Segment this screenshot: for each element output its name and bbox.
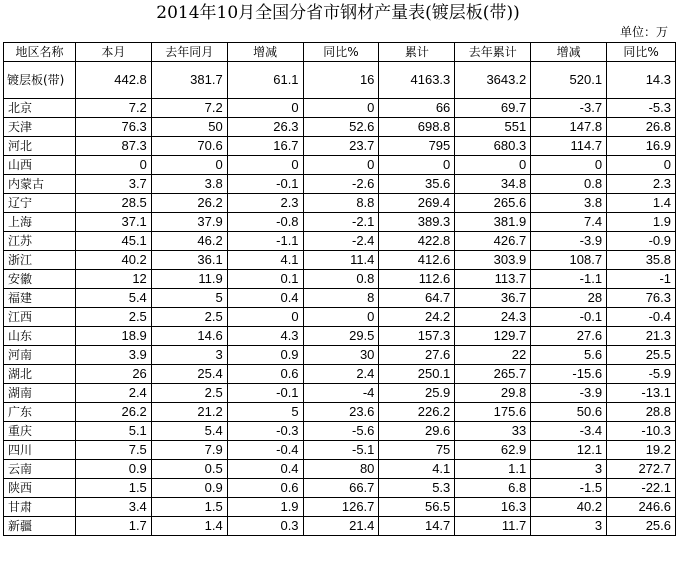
cell-last-year-month: 11.9	[151, 270, 227, 289]
cell-cumulative: 35.6	[379, 175, 455, 194]
cell-month-yoy: 126.7	[303, 498, 379, 517]
cell-region-name: 安徽	[4, 270, 76, 289]
cell-last-year-month: 2.5	[151, 308, 227, 327]
cell-cumulative: 422.8	[379, 232, 455, 251]
cell-last-year-cumulative: 34.8	[455, 175, 531, 194]
cell-cumulative-yoy: 14.3	[607, 62, 676, 99]
cell-month-yoy: 21.4	[303, 517, 379, 536]
cell-last-year-cumulative: 129.7	[455, 327, 531, 346]
cell-last-year-cumulative: 6.8	[455, 479, 531, 498]
cell-last-year-month: 14.6	[151, 327, 227, 346]
cell-month-yoy: -5.1	[303, 441, 379, 460]
cell-this-month: 76.3	[75, 118, 151, 137]
cell-cumulative-yoy: -13.1	[607, 384, 676, 403]
cell-region-name: 广东	[4, 403, 76, 422]
cell-cumulative: 5.3	[379, 479, 455, 498]
cell-cumulative: 698.8	[379, 118, 455, 137]
cell-cumulative-change: -1.1	[531, 270, 607, 289]
cell-cumulative-change: -0.1	[531, 308, 607, 327]
cell-this-month: 3.9	[75, 346, 151, 365]
cell-month-change: 0	[227, 99, 303, 118]
table-row	[4, 403, 676, 422]
cell-cumulative-change: 12.1	[531, 441, 607, 460]
cell-cumulative: 389.3	[379, 213, 455, 232]
cell-month-change: 5	[227, 403, 303, 422]
cell-last-year-month: 25.4	[151, 365, 227, 384]
cell-cumulative-change: 3	[531, 460, 607, 479]
cell-cumulative-change: 27.6	[531, 327, 607, 346]
header-row	[4, 43, 676, 62]
production-table	[3, 42, 676, 536]
cell-region-name: 天津	[4, 118, 76, 137]
cell-month-yoy: 66.7	[303, 479, 379, 498]
cell-this-month: 26.2	[75, 403, 151, 422]
cell-this-month: 28.5	[75, 194, 151, 213]
cell-region-name: 上海	[4, 213, 76, 232]
cell-this-month: 12	[75, 270, 151, 289]
cell-last-year-month: 37.9	[151, 213, 227, 232]
cell-last-year-cumulative: 426.7	[455, 232, 531, 251]
cell-cumulative-yoy: -1	[607, 270, 676, 289]
cell-cumulative-change: -15.6	[531, 365, 607, 384]
cell-this-month: 442.8	[75, 62, 151, 99]
cell-month-yoy: 11.4	[303, 251, 379, 270]
cell-last-year-cumulative: 113.7	[455, 270, 531, 289]
report-title: 2014年10月全国分省市钢材产量表(镀层板(带))	[156, 3, 520, 23]
cell-this-month: 0.9	[75, 460, 151, 479]
table-row	[4, 479, 676, 498]
cell-this-month: 2.4	[75, 384, 151, 403]
cell-last-year-cumulative: 24.3	[455, 308, 531, 327]
cell-last-year-month: 46.2	[151, 232, 227, 251]
cell-cumulative-yoy: 25.5	[607, 346, 676, 365]
cell-this-month: 5.1	[75, 422, 151, 441]
cell-cumulative-yoy: 0	[607, 156, 676, 175]
cell-last-year-cumulative: 265.7	[455, 365, 531, 384]
cell-cumulative-yoy: 1.4	[607, 194, 676, 213]
cell-month-yoy: 8	[303, 289, 379, 308]
cell-cumulative-yoy: -0.9	[607, 232, 676, 251]
cell-cumulative-yoy: 2.3	[607, 175, 676, 194]
cell-cumulative-yoy: -5.9	[607, 365, 676, 384]
table-row	[4, 289, 676, 308]
table-row	[4, 460, 676, 479]
cell-region-name: 北京	[4, 99, 76, 118]
cell-cumulative: 0	[379, 156, 455, 175]
cell-cumulative-change: -3.4	[531, 422, 607, 441]
table-row	[4, 384, 676, 403]
cell-month-yoy: 16	[303, 62, 379, 99]
col-header-month-yoy: 同比%	[303, 43, 379, 62]
cell-month-change: 4.1	[227, 251, 303, 270]
cell-month-change: 1.9	[227, 498, 303, 517]
col-header-last-year-cumulative: 去年累计	[455, 43, 531, 62]
cell-cumulative: 795	[379, 137, 455, 156]
cell-cumulative-yoy: -22.1	[607, 479, 676, 498]
cell-cumulative-change: 147.8	[531, 118, 607, 137]
cell-cumulative-change: 114.7	[531, 137, 607, 156]
cell-cumulative: 112.6	[379, 270, 455, 289]
table-row	[4, 517, 676, 536]
cell-last-year-cumulative: 11.7	[455, 517, 531, 536]
cell-cumulative-change: 3	[531, 517, 607, 536]
cell-last-year-month: 70.6	[151, 137, 227, 156]
cell-region-name: 辽宁	[4, 194, 76, 213]
cell-month-yoy: -2.6	[303, 175, 379, 194]
cell-cumulative: 27.6	[379, 346, 455, 365]
cell-cumulative-change: 7.4	[531, 213, 607, 232]
col-header-cumulative: 累计	[379, 43, 455, 62]
cell-cumulative-change: 5.6	[531, 346, 607, 365]
cell-last-year-cumulative: 175.6	[455, 403, 531, 422]
cell-cumulative-yoy: -5.3	[607, 99, 676, 118]
cell-cumulative-change: 0.8	[531, 175, 607, 194]
col-header-month-change: 增减	[227, 43, 303, 62]
table-row	[4, 327, 676, 346]
cell-cumulative-yoy: 25.6	[607, 517, 676, 536]
cell-region-name: 镀层板(带)	[4, 62, 76, 99]
cell-last-year-month: 50	[151, 118, 227, 137]
cell-this-month: 1.5	[75, 479, 151, 498]
cell-cumulative-yoy: 21.3	[607, 327, 676, 346]
cell-month-change: -0.3	[227, 422, 303, 441]
cell-month-change: 26.3	[227, 118, 303, 137]
col-header-cumulative-yoy: 同比%	[607, 43, 676, 62]
cell-cumulative-change: -3.9	[531, 232, 607, 251]
cell-month-change: 0.1	[227, 270, 303, 289]
table-row	[4, 365, 676, 384]
cell-cumulative-yoy: 246.6	[607, 498, 676, 517]
cell-cumulative-change: 520.1	[531, 62, 607, 99]
cell-this-month: 1.7	[75, 517, 151, 536]
cell-this-month: 45.1	[75, 232, 151, 251]
cell-month-change: 0.3	[227, 517, 303, 536]
cell-month-change: -0.1	[227, 384, 303, 403]
cell-last-year-month: 1.5	[151, 498, 227, 517]
cell-cumulative: 29.6	[379, 422, 455, 441]
table-row	[4, 422, 676, 441]
table-row	[4, 99, 676, 118]
cell-this-month: 87.3	[75, 137, 151, 156]
cell-region-name: 四川	[4, 441, 76, 460]
cell-last-year-month: 5.4	[151, 422, 227, 441]
cell-region-name: 湖北	[4, 365, 76, 384]
cell-month-yoy: 23.6	[303, 403, 379, 422]
cell-month-yoy: 23.7	[303, 137, 379, 156]
cell-month-change: 2.3	[227, 194, 303, 213]
cell-last-year-month: 3	[151, 346, 227, 365]
cell-region-name: 重庆	[4, 422, 76, 441]
cell-this-month: 37.1	[75, 213, 151, 232]
cell-cumulative: 412.6	[379, 251, 455, 270]
table-row	[4, 118, 676, 137]
cell-region-name: 福建	[4, 289, 76, 308]
cell-month-change: 0.6	[227, 365, 303, 384]
cell-month-yoy: -4	[303, 384, 379, 403]
cell-region-name: 甘肃	[4, 498, 76, 517]
cell-cumulative-change: 3.8	[531, 194, 607, 213]
cell-this-month: 26	[75, 365, 151, 384]
cell-last-year-cumulative: 1.1	[455, 460, 531, 479]
cell-cumulative: 269.4	[379, 194, 455, 213]
cell-cumulative: 14.7	[379, 517, 455, 536]
cell-last-year-month: 0.9	[151, 479, 227, 498]
cell-cumulative: 226.2	[379, 403, 455, 422]
cell-month-yoy: 30	[303, 346, 379, 365]
cell-last-year-cumulative: 551	[455, 118, 531, 137]
cell-month-change: 61.1	[227, 62, 303, 99]
cell-last-year-cumulative: 303.9	[455, 251, 531, 270]
cell-last-year-month: 0	[151, 156, 227, 175]
cell-month-yoy: 29.5	[303, 327, 379, 346]
cell-month-change: -0.8	[227, 213, 303, 232]
cell-this-month: 3.4	[75, 498, 151, 517]
cell-month-change: 0.9	[227, 346, 303, 365]
cell-month-yoy: 2.4	[303, 365, 379, 384]
cell-cumulative: 157.3	[379, 327, 455, 346]
cell-cumulative: 64.7	[379, 289, 455, 308]
cell-cumulative-change: 50.6	[531, 403, 607, 422]
cell-region-name: 江苏	[4, 232, 76, 251]
cell-last-year-month: 3.8	[151, 175, 227, 194]
cell-cumulative-change: 0	[531, 156, 607, 175]
cell-this-month: 0	[75, 156, 151, 175]
cell-region-name: 浙江	[4, 251, 76, 270]
cell-cumulative-change: 28	[531, 289, 607, 308]
cell-cumulative: 75	[379, 441, 455, 460]
cell-this-month: 7.5	[75, 441, 151, 460]
cell-region-name: 江西	[4, 308, 76, 327]
col-header-this-month: 本月	[75, 43, 151, 62]
cell-cumulative: 4.1	[379, 460, 455, 479]
cell-last-year-month: 5	[151, 289, 227, 308]
cell-cumulative-yoy: 28.8	[607, 403, 676, 422]
table-row	[4, 213, 676, 232]
cell-cumulative-yoy: 35.8	[607, 251, 676, 270]
cell-month-yoy: -2.4	[303, 232, 379, 251]
cell-last-year-cumulative: 62.9	[455, 441, 531, 460]
cell-last-year-cumulative: 16.3	[455, 498, 531, 517]
table-row	[4, 346, 676, 365]
cell-cumulative-yoy: -10.3	[607, 422, 676, 441]
cell-cumulative: 66	[379, 99, 455, 118]
cell-month-yoy: 8.8	[303, 194, 379, 213]
cell-cumulative-change: -3.9	[531, 384, 607, 403]
cell-cumulative-yoy: 76.3	[607, 289, 676, 308]
cell-last-year-month: 2.5	[151, 384, 227, 403]
cell-month-change: 0	[227, 308, 303, 327]
cell-cumulative-change: 40.2	[531, 498, 607, 517]
cell-month-yoy: 0.8	[303, 270, 379, 289]
cell-month-yoy: 52.6	[303, 118, 379, 137]
cell-last-year-cumulative: 22	[455, 346, 531, 365]
cell-last-year-cumulative: 29.8	[455, 384, 531, 403]
cell-cumulative-change: -1.5	[531, 479, 607, 498]
cell-last-year-month: 7.2	[151, 99, 227, 118]
table-row	[4, 441, 676, 460]
cell-month-change: -0.1	[227, 175, 303, 194]
cell-cumulative-yoy: 19.2	[607, 441, 676, 460]
table-body	[4, 62, 676, 536]
cell-region-name: 山东	[4, 327, 76, 346]
cell-month-yoy: -2.1	[303, 213, 379, 232]
cell-region-name: 湖南	[4, 384, 76, 403]
cell-month-change: 0.4	[227, 460, 303, 479]
cell-month-yoy: 0	[303, 308, 379, 327]
cell-this-month: 2.5	[75, 308, 151, 327]
cell-region-name: 新疆	[4, 517, 76, 536]
cell-month-change: -1.1	[227, 232, 303, 251]
table-row	[4, 270, 676, 289]
cell-last-year-cumulative: 680.3	[455, 137, 531, 156]
cell-last-year-cumulative: 36.7	[455, 289, 531, 308]
cell-cumulative-yoy: 16.9	[607, 137, 676, 156]
cell-cumulative-yoy: 1.9	[607, 213, 676, 232]
cell-region-name: 河北	[4, 137, 76, 156]
cell-region-name: 陕西	[4, 479, 76, 498]
unit-label: 单位：万	[619, 25, 668, 39]
table-row	[4, 308, 676, 327]
cell-region-name: 山西	[4, 156, 76, 175]
cell-month-change: 4.3	[227, 327, 303, 346]
cell-region-name: 河南	[4, 346, 76, 365]
total-row	[4, 62, 676, 99]
table-row	[4, 251, 676, 270]
cell-month-change: 0.6	[227, 479, 303, 498]
cell-last-year-month: 36.1	[151, 251, 227, 270]
cell-cumulative-yoy: 272.7	[607, 460, 676, 479]
table-row	[4, 232, 676, 251]
cell-region-name: 云南	[4, 460, 76, 479]
cell-last-year-month: 381.7	[151, 62, 227, 99]
table-row	[4, 194, 676, 213]
cell-month-yoy: -5.6	[303, 422, 379, 441]
cell-month-change: 0.4	[227, 289, 303, 308]
cell-cumulative-yoy: 26.8	[607, 118, 676, 137]
cell-cumulative-yoy: -0.4	[607, 308, 676, 327]
cell-cumulative: 56.5	[379, 498, 455, 517]
cell-month-change: 0	[227, 156, 303, 175]
cell-last-year-cumulative: 0	[455, 156, 531, 175]
cell-last-year-cumulative: 69.7	[455, 99, 531, 118]
cell-last-year-month: 7.9	[151, 441, 227, 460]
cell-month-yoy: 0	[303, 99, 379, 118]
cell-this-month: 7.2	[75, 99, 151, 118]
cell-last-year-month: 26.2	[151, 194, 227, 213]
cell-month-change: 16.7	[227, 137, 303, 156]
cell-this-month: 5.4	[75, 289, 151, 308]
col-header-cumulative-change: 增减	[531, 43, 607, 62]
table-row	[4, 156, 676, 175]
cell-last-year-month: 21.2	[151, 403, 227, 422]
cell-region-name: 内蒙古	[4, 175, 76, 194]
cell-month-yoy: 0	[303, 156, 379, 175]
col-header-region: 地区名称	[4, 43, 76, 62]
cell-cumulative: 25.9	[379, 384, 455, 403]
cell-this-month: 3.7	[75, 175, 151, 194]
cell-this-month: 18.9	[75, 327, 151, 346]
cell-cumulative: 250.1	[379, 365, 455, 384]
cell-last-year-cumulative: 265.6	[455, 194, 531, 213]
cell-last-year-cumulative: 3643.2	[455, 62, 531, 99]
cell-cumulative-change: 108.7	[531, 251, 607, 270]
cell-this-month: 40.2	[75, 251, 151, 270]
cell-month-yoy: 80	[303, 460, 379, 479]
cell-cumulative-change: -3.7	[531, 99, 607, 118]
table-row	[4, 175, 676, 194]
cell-last-year-month: 1.4	[151, 517, 227, 536]
col-header-last-year-month: 去年同月	[151, 43, 227, 62]
cell-last-year-cumulative: 381.9	[455, 213, 531, 232]
cell-last-year-cumulative: 33	[455, 422, 531, 441]
table-row	[4, 498, 676, 517]
cell-cumulative: 24.2	[379, 308, 455, 327]
cell-last-year-month: 0.5	[151, 460, 227, 479]
cell-month-change: -0.4	[227, 441, 303, 460]
table-row	[4, 137, 676, 156]
cell-cumulative: 4163.3	[379, 62, 455, 99]
